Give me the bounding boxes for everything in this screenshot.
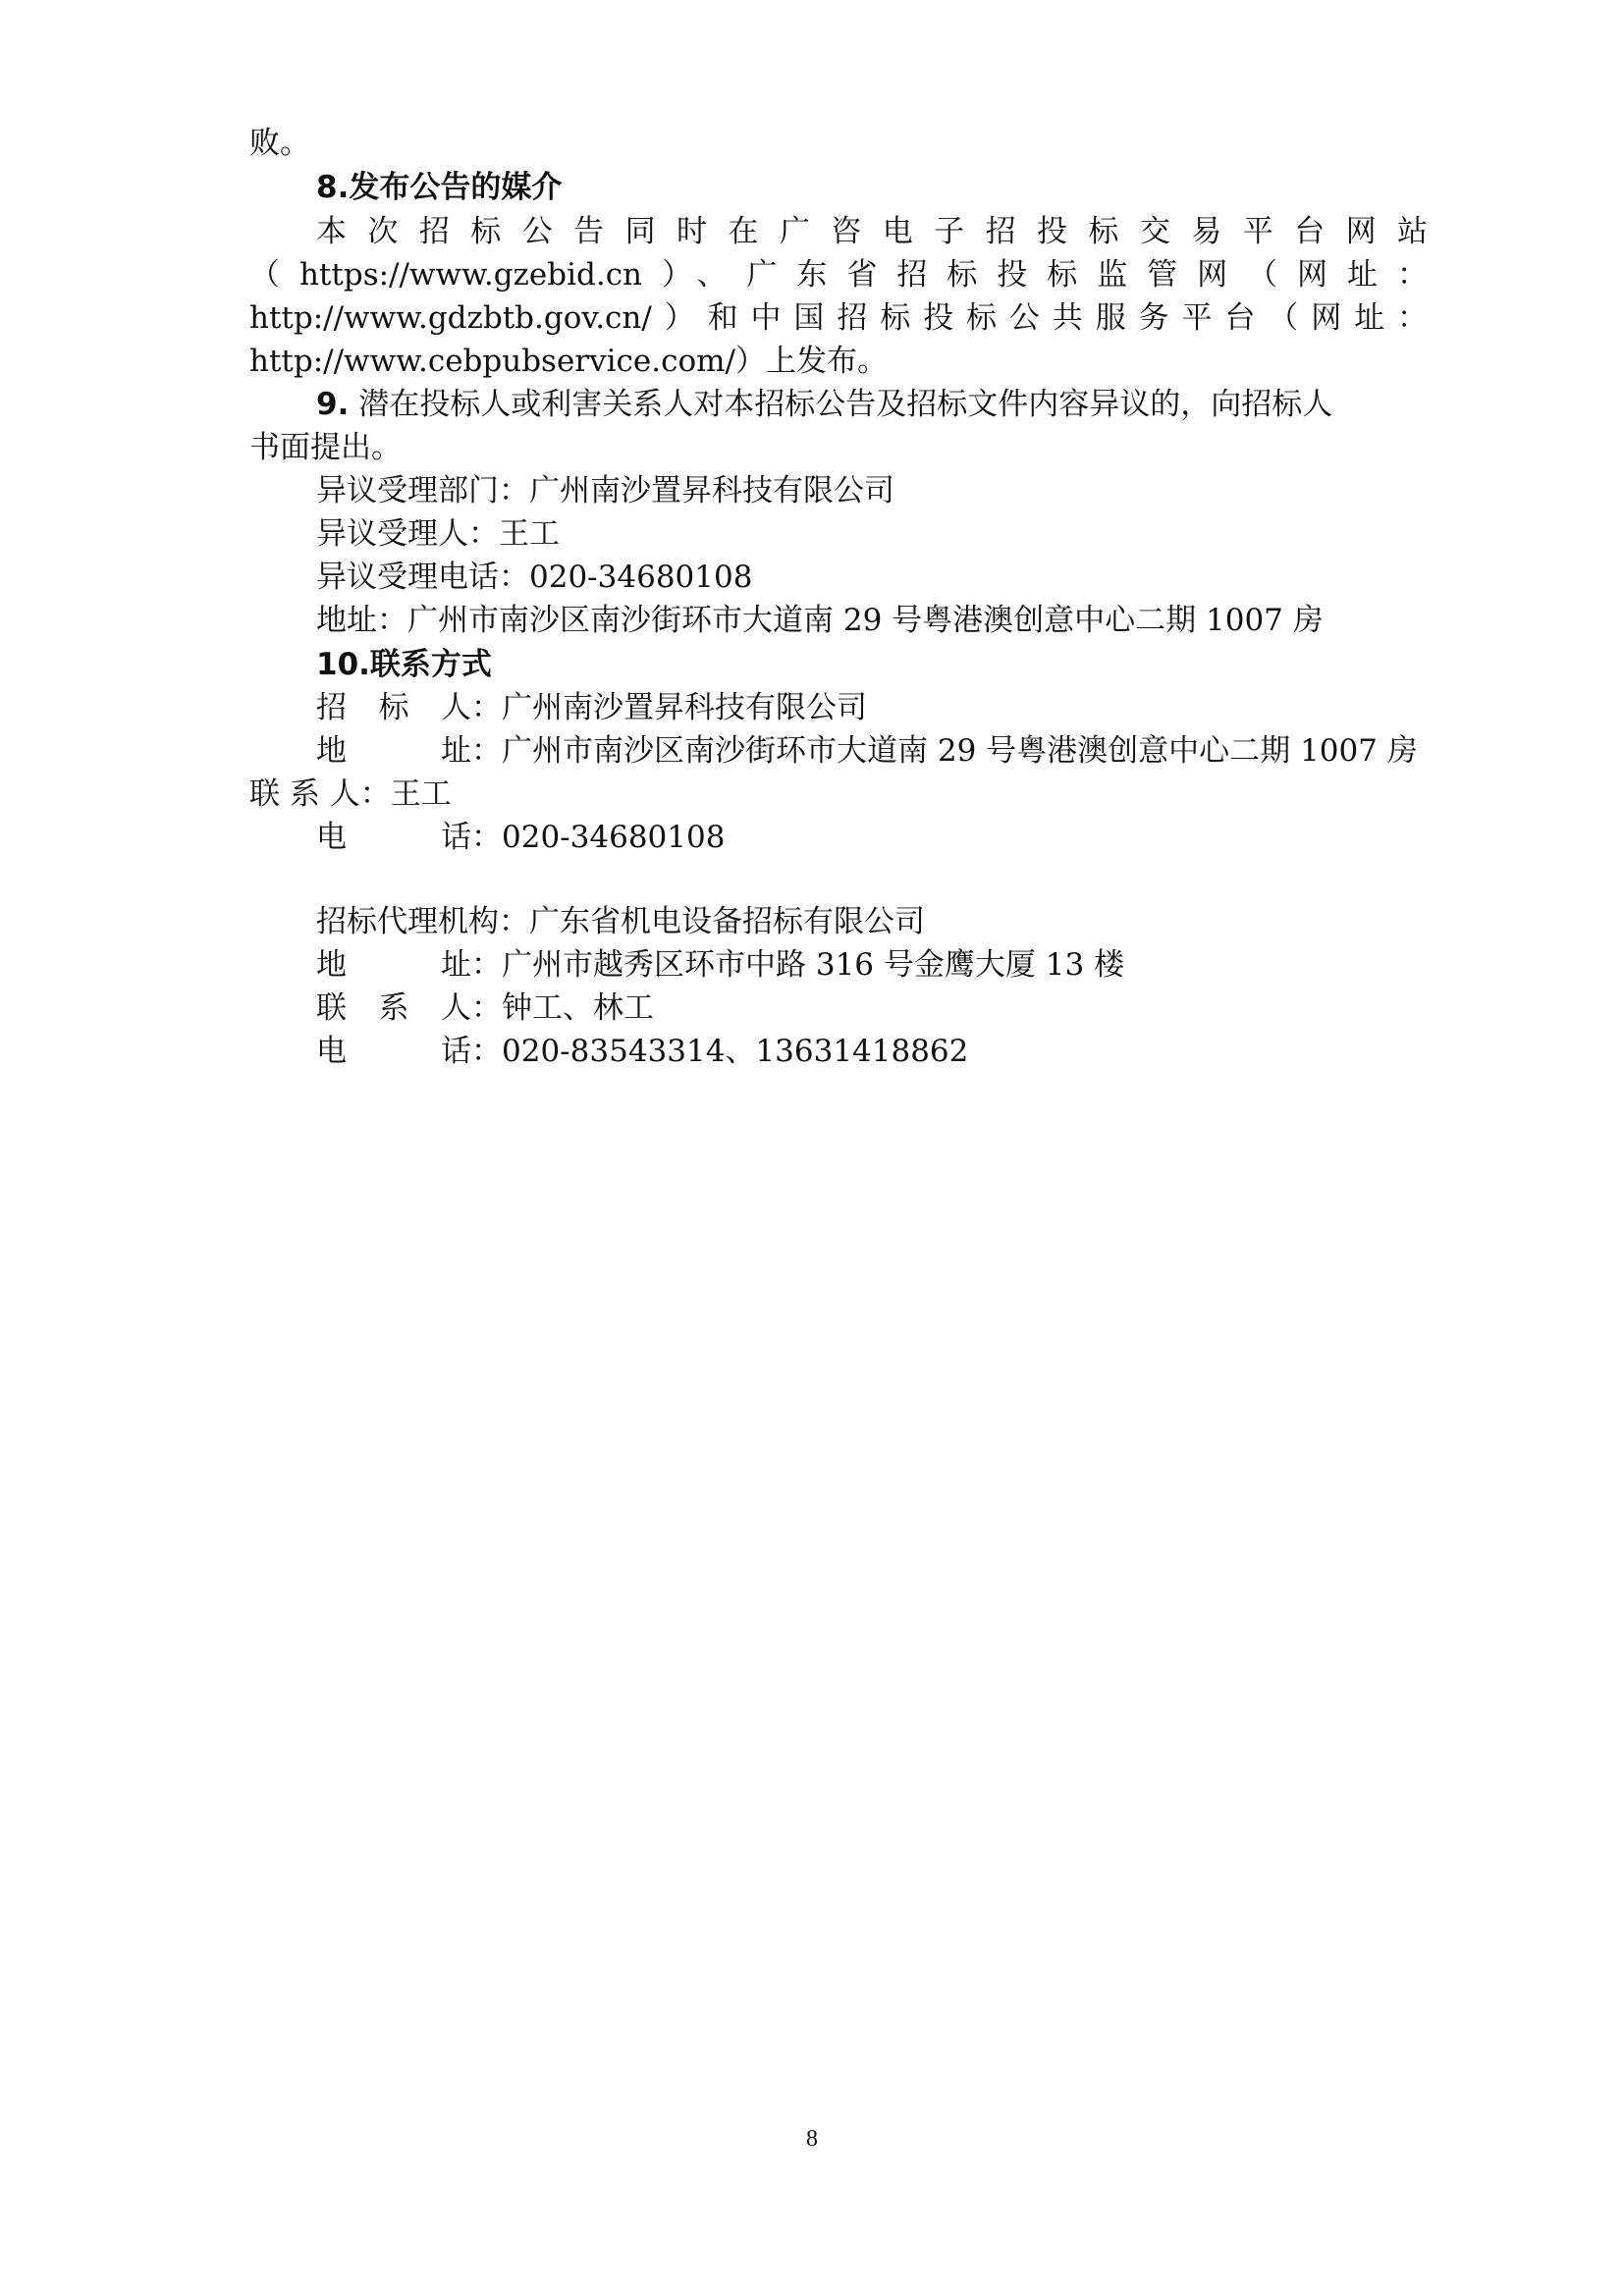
objection-department: 异议受理部门：广州南沙置昇科技有限公司 <box>316 473 894 508</box>
agency-name: 招标代理机构：广东省机电设备招标有限公司 <box>316 904 925 939</box>
section-8-text-line-1: 本次招标公告同时在广咨电子招投标交易平台网站 <box>316 214 1428 249</box>
section-8-heading: 8.发布公告的媒介 <box>316 170 563 205</box>
tenderer-label: 招标人 <box>316 690 471 725</box>
objection-address: 地址：广州市南沙区南沙街环市大道南 29 号粤港澳创意中心二期 1007 房 <box>316 603 1324 638</box>
agency-contact-row <box>316 987 1494 1030</box>
tenderer-phone-value: ：020-34680108 <box>471 820 726 855</box>
agency-address-value: ：广州市越秀区环市中路 316 号金鹰大厦 13 楼 <box>471 947 1125 983</box>
agency-phone-value: ：020-83543314、13631418862 <box>471 1034 969 1069</box>
page-number: 8 <box>806 2126 818 2152</box>
tenderer-contact: 联 系 人：王工 <box>249 776 452 812</box>
objection-phone: 异议受理电话：020-34680108 <box>316 560 753 595</box>
tenderer-row <box>316 686 1494 729</box>
section-10-heading: 10.联系方式 <box>316 647 492 682</box>
section-9-line-2: 书面提出。 <box>249 430 402 465</box>
section-8-text-line-3: http://www.gdzbtb.gov.cn/）和中国招标投标公共服务平台（网址： <box>249 300 1428 336</box>
agency-address-label: 地址 <box>316 947 471 983</box>
agency-address-row <box>316 943 1494 987</box>
section-9-line-1 <box>316 383 1494 426</box>
agency-phone-row <box>316 1030 1494 1073</box>
agency-phone-label: 电话 <box>316 1034 471 1069</box>
section-9-text: 潜在投标人或利害关系人对本招标公告及招标文件内容异议的，向招标人 <box>358 387 1333 422</box>
objection-person: 异议受理人：王工 <box>316 516 560 552</box>
section-9-number: 9. <box>316 387 350 422</box>
agency-contact-label: 联系人 <box>316 990 471 1026</box>
tenderer-address-row <box>316 729 1494 773</box>
section-8-text-line-2: （https://www.gzebid.cn）、广东省招标投标监管网（网址： <box>249 257 1428 293</box>
tenderer-address-label: 地址 <box>316 733 471 769</box>
tenderer-value: ：广州南沙置昇科技有限公司 <box>471 690 867 725</box>
tenderer-phone-label: 电话 <box>316 820 471 855</box>
section-8-text-line-4: http://www.cebpubservice.com/）上发布。 <box>249 344 888 379</box>
tenderer-phone-row <box>316 816 1494 859</box>
previous-paragraph-tail: 败。 <box>249 126 310 161</box>
tenderer-address-value: ：广州市南沙区南沙街环市大道南 29 号粤港澳创意中心二期 1007 房 <box>471 733 1418 769</box>
agency-contact-value: ：钟工、林工 <box>471 990 654 1026</box>
